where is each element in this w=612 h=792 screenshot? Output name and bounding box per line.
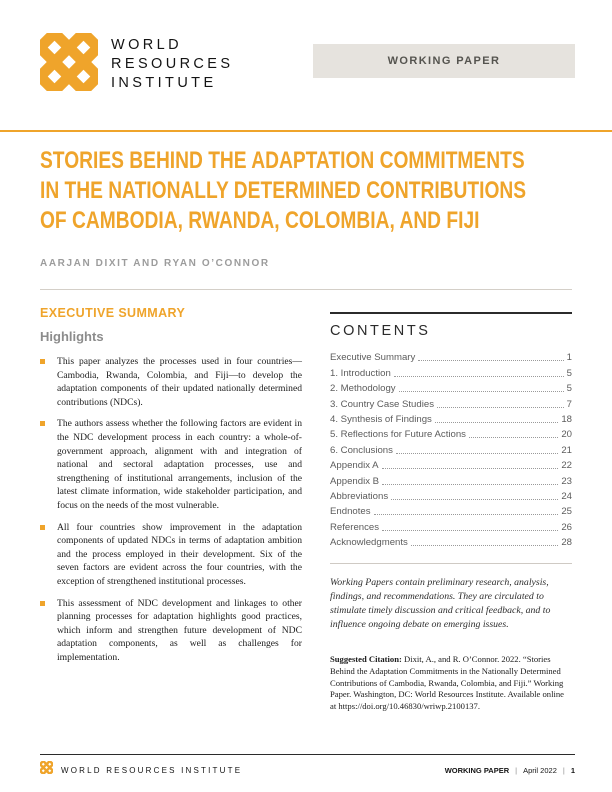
- toc-entry[interactable]: [330, 440, 572, 455]
- toc-page-number: 5: [566, 367, 572, 379]
- highlights-heading: Highlights: [40, 329, 104, 344]
- toc-leader-dots: [435, 422, 558, 423]
- toc-entry[interactable]: [330, 471, 572, 486]
- working-paper-note: Working Papers contain preliminary research, analysis, findings, and recommendations. They are circulated to stimulate timely discussion and critical feedback, and to influence ongoing debate on emerging issues.: [330, 563, 572, 632]
- toc-entry[interactable]: [330, 502, 572, 517]
- toc-label: References: [330, 521, 380, 533]
- toc-page-number: 20: [561, 429, 572, 441]
- toc-label: Appendix A: [330, 460, 379, 472]
- toc-page-number: 1: [566, 352, 572, 364]
- page-footer: [40, 754, 575, 779]
- toc-page-number: 22: [561, 460, 572, 472]
- toc-leader-dots: [411, 545, 558, 546]
- toc-page-number: 23: [561, 475, 572, 487]
- brand-name: [111, 36, 233, 93]
- highlight-item: The authors assess whether the following factors are evident in the NDC development process in each country: a whole-of-government approach, alignment with and integration of national and sectoral adaptation processes, use and strengthening of institutional arrangements, inclusion of the latest climate information, wide stakeholder participation, and focus on the needs of the most vulnerable.: [40, 417, 302, 512]
- brand-line: WORLD: [111, 37, 182, 53]
- toc-leader-dots: [437, 407, 564, 408]
- citation-label: Suggested Citation:: [330, 654, 402, 665]
- toc-entry[interactable]: [330, 363, 572, 378]
- page-title: [40, 146, 600, 236]
- toc-leader-dots: [394, 376, 564, 377]
- toc-leader-dots: [382, 530, 558, 531]
- citation-text: Dixit, A., and R. O’Connor. 2022. “Stories Behind the Adaptation Commitments in the Nationally Determined Contributions of Cambodia, Rwanda, Colombia, and Fiji.” Working Paper. Washington, DC: World Resources Institute. Available online at https://doi.org/10.46830/wriwp.2100137.: [330, 654, 564, 712]
- toc-entry[interactable]: [330, 425, 572, 440]
- toc-label: 6. Conclusions: [330, 444, 393, 456]
- toc-page-number: 18: [561, 413, 572, 425]
- toc-entry[interactable]: [330, 348, 572, 363]
- toc-leader-dots: [382, 468, 559, 469]
- footer-meta: [445, 766, 575, 775]
- toc-label: Appendix B: [330, 475, 380, 487]
- toc-leader-dots: [382, 484, 558, 485]
- toc-page-number: 7: [566, 398, 572, 410]
- executive-summary-heading: EXECUTIVE SUMMARY: [40, 306, 186, 320]
- toc-leader-dots: [399, 391, 564, 392]
- toc-entry[interactable]: [330, 394, 572, 409]
- toc-entry[interactable]: [330, 533, 572, 548]
- toc-page-number: 28: [561, 537, 572, 549]
- toc-page-number: 26: [561, 521, 572, 533]
- toc-page-number: 24: [561, 490, 572, 502]
- title-divider: [40, 289, 572, 290]
- footer-date: April 2022: [523, 765, 557, 775]
- wri-brand: [40, 33, 233, 96]
- toc-label: Endnotes: [330, 506, 371, 518]
- wri-logo-icon: [40, 33, 98, 96]
- footer-working-paper-label: WORKING PAPER: [444, 765, 510, 775]
- executive-summary-section: [40, 306, 302, 672]
- title-line: OF CAMBODIA, RWANDA, COLOMBIA, AND FIJI: [40, 207, 480, 234]
- footer-separator: |: [515, 765, 518, 775]
- table-of-contents: [330, 312, 572, 548]
- toc-entry[interactable]: [330, 517, 572, 532]
- toc-leader-dots: [469, 437, 558, 438]
- working-paper-badge: WORKING PAPER: [313, 44, 575, 78]
- toc-label: 2. Methodology: [330, 383, 396, 395]
- footer-brand: [40, 761, 242, 779]
- brand-line: RESOURCES: [111, 56, 234, 72]
- footer-page-number: 1: [570, 765, 575, 775]
- toc-label: Executive Summary: [330, 352, 416, 364]
- highlight-item: This paper analyzes the processes used in four countries—Cambodia, Rwanda, Colombia, and Fiji—to develop the adaptation components of their updated nationally determined contributions (NDCs).: [40, 355, 302, 409]
- highlight-item: This assessment of NDC development and linkages to other planning processes for adaptation highlights good practices, which inform and strengthen future development of NDC adaptation components, as well as challenges for implementation.: [40, 597, 302, 665]
- toc-entry[interactable]: [330, 487, 572, 502]
- wri-logo-icon: [40, 761, 53, 779]
- toc-label: 1. Introduction: [330, 367, 391, 379]
- footer-brand-name: WORLD RESOURCES INSTITUTE: [61, 765, 243, 775]
- toc-leader-dots: [418, 360, 563, 361]
- sidebar-column: [330, 312, 572, 722]
- toc-label: 3. Country Case Studies: [330, 398, 434, 410]
- title-line: IN THE NATIONALLY DETERMINED CONTRIBUTIONS: [40, 177, 527, 204]
- toc-entry[interactable]: [330, 456, 572, 471]
- toc-page-number: 21: [561, 444, 572, 456]
- toc-label: 4. Synthesis of Findings: [330, 413, 432, 425]
- toc-entry[interactable]: [330, 410, 572, 425]
- toc-page-number: 5: [566, 383, 572, 395]
- contents-heading: CONTENTS: [330, 323, 431, 339]
- toc-entry[interactable]: [330, 379, 572, 394]
- highlights-list: [40, 355, 302, 664]
- header-divider: [0, 130, 612, 132]
- toc-label: Abbreviations: [330, 490, 389, 502]
- toc-leader-dots: [391, 499, 558, 500]
- brand-line: INSTITUTE: [111, 75, 217, 91]
- title-line: STORIES BEHIND THE ADAPTATION COMMITMENTS: [40, 147, 525, 174]
- toc-leader-dots: [396, 453, 558, 454]
- toc-page-number: 25: [561, 506, 572, 518]
- authors: AARJAN DIXIT AND RYAN O’CONNOR: [40, 258, 270, 269]
- toc-label: 5. Reflections for Future Actions: [330, 429, 466, 441]
- masthead: [40, 33, 575, 96]
- footer-separator: |: [562, 765, 565, 775]
- toc-leader-dots: [374, 514, 559, 515]
- highlight-item: All four countries show improvement in the adaptation components of updated NDCs in terms of adaptation ambition and the process employed in their development. Six of the seven factors are evident across the four countries, with the exception of strengthened institutional processes.: [40, 521, 302, 589]
- suggested-citation: [330, 654, 572, 713]
- toc-label: Acknowledgments: [330, 537, 408, 549]
